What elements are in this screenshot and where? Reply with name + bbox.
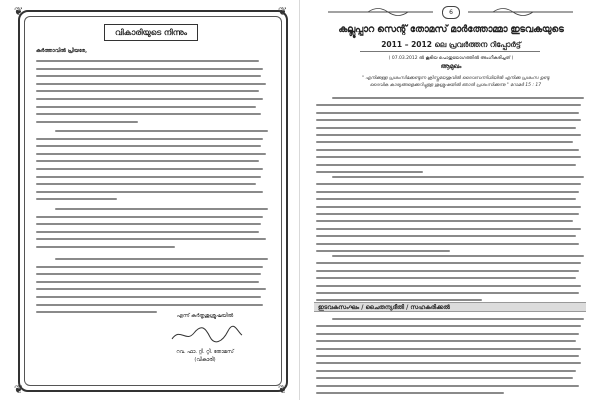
section-heading-intro: ആമുഖം	[440, 63, 462, 70]
right-page	[300, 0, 600, 400]
signature-name: റവ. ഫാ. റ്റി. റ്റി. തോമസ്	[176, 349, 234, 355]
title-divider	[360, 51, 540, 52]
body-paragraph-3	[36, 208, 268, 254]
approval-note: ( 07.03.2012 ൽ കൂടിയ പൊതുയോഗത്തിൽ അംഗീകരിച്ചത് )	[388, 56, 514, 61]
body-paragraph-4	[316, 318, 584, 399]
signature-title: (വികാരി)	[194, 357, 216, 363]
signature-scribble-icon	[166, 323, 246, 347]
report-subtitle: 2011 – 2012 ലെ പ്രവർത്തന റിപ്പോർട്ട്	[381, 40, 521, 49]
body-paragraph-2	[36, 130, 268, 206]
body-paragraph-4	[36, 258, 268, 319]
page-number: 6	[442, 6, 460, 19]
corner-ornament-icon: ❦	[14, 383, 24, 396]
body-paragraph-2	[316, 176, 584, 257]
salutation: കർത്താവിൽ പ്രിയരേ,	[36, 48, 88, 54]
section-heading-bar: ഇടവകസംഘം / ചൈതന്യദീതി / സഹകരിക്കൽ	[314, 302, 586, 312]
bible-quote-line-1: " എനിക്കുള്ള പ്രശംസിക്കേണ്ടുന്ന ക്രിസ്തുയേശുവിൽ ദൈവസന്നിധിയിൽ എനിക്കു പ്രശംസ ഉണ്ടു	[361, 76, 550, 81]
body-paragraph-1	[316, 97, 584, 178]
body-paragraph-1	[36, 60, 268, 128]
report-title: കല്ലൂപ്പാറ സെന്റ് തോമസ് മാർത്തോമ്മാ ഇടവകയുടെ	[338, 24, 564, 35]
page-title: വികാരിയുടെ നിന്നും	[104, 24, 198, 41]
corner-ornament-icon: ❦	[14, 5, 24, 18]
corner-ornament-icon: ❦	[278, 383, 288, 396]
body-paragraph-3	[316, 255, 584, 307]
bible-quote-line-2: ദൈവിക കാര്യങ്ങളെക്കുറിച്ചുള്ള ശുശ്രൂഷയിൽ ഞാൻ പ്രശംസിക്കുന്നു " റോമർ 15 : 17	[369, 83, 542, 88]
corner-ornament-icon: ❦	[278, 5, 288, 18]
signature-closing: എന്ന് കർതൃശുശ്രൂഷയിൽ	[176, 313, 234, 319]
